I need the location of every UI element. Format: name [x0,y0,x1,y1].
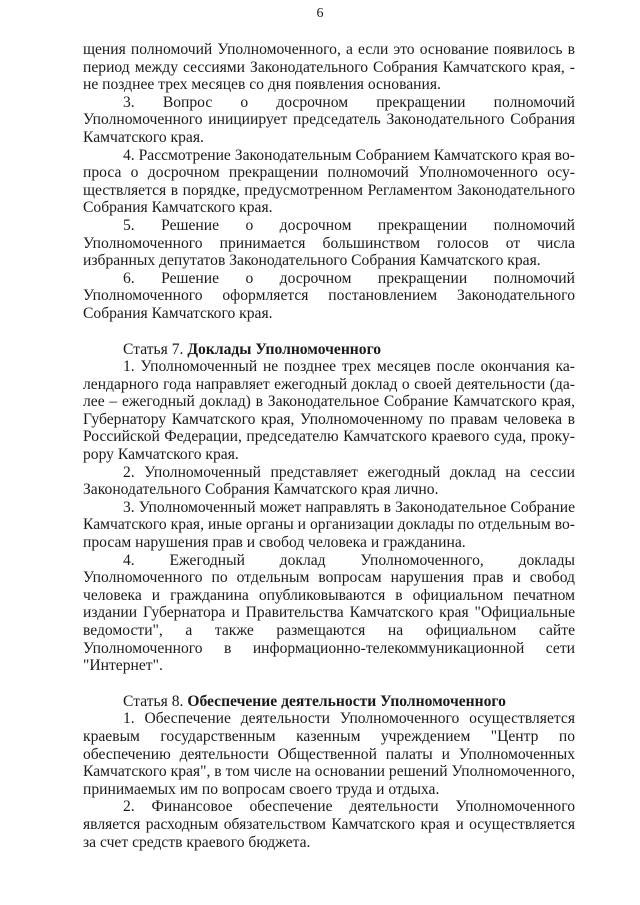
paragraph-6-5: 5. Решение о досрочном прекращении полномочий Уполномоченного принимается большинством голосов от числа избранных депутатов Законодательного Собрания Камчатского края. [83,216,575,270]
page-number: 6 [316,6,324,21]
paragraph-7-3: 3. Уполномоченный может направлять в Законодательное Собрание Камчатского края, иные органы и организации доклады по отдельным вопросам нарушения прав и свобод человека и гражданина. [83,498,575,552]
paragraph-continuation: щения полномочий Уполномоченного, а если это основание появилось в период между сессиями Законодательного Собрания Камчатского края, - не позднее трех месяцев со дня появления основания. [83,41,575,94]
article-7-title: Доклады Уполномоченного [187,340,382,358]
article-8-title: Обеспечение деятельности Уполномоченного [187,692,506,710]
paragraph-8-1: 1. Обеспечение деятельности Уполномоченного осуществляется краевым государственным казенным учреждением "Центр по обеспечению деятельности Общественной палаты и Уполномоченных Камчатского края", в том числе на основании решений Уполномоченного, принимаемых им по вопросам своего труда и отдыха. [83,710,575,798]
paragraph-6-6: 6. Решение о досрочном прекращении полномочий Уполномоченного оформляется постановлением Законодательного Собрания Камчатского края. [83,269,575,322]
paragraph-6-4: 4. Рассмотрение Законодательным Собранием Камчатского края вопроса о досрочном прекращении полномочий Уполномоченного осуществляется в порядке, предусмотренном Регламентом Законодательного Собрания Камчатского края. [83,146,575,217]
article-7-label: Статья 7. [123,340,188,358]
article-8-heading [83,693,575,711]
article-7-heading [83,341,575,359]
paragraph-7-2: 2. Уполномоченный представляет ежегодный доклад на сессии Законодательного Собрания Камчатского края лично. [83,463,575,499]
paragraph-7-1: 1. Уполномоченный не позднее трех месяцев после окончания календарного года направляет ежегодный доклад о своей деятельности (далее – ежегодный доклад) в Законодательное Собрание Камчатского края, Губернатору Камчатского края, Уполномоченному по правам человека в Российской Федерации, председателю Камчатского краевого суда, прокурору Камчатского края. [83,358,575,464]
article-8-label: Статья 8. [123,692,188,710]
document-body [83,41,575,851]
paragraph-6-3: 3. Вопрос о досрочном прекращении полномочий Уполномоченного инициирует председатель Законодательного Собрания Камчатского края. [83,93,575,146]
paragraph-7-4: 4. Ежегодный доклад Уполномоченного, доклады Уполномоченного по отдельным вопросам нарушения прав и свобод человека и гражданина опубликовываются в официальном печатном издании Губернатора и Правительства Камчатского края "Официальные ведомости", а также размещаются на официальном сайте Уполномоченного в информационно-телекоммуникационной сети "Интернет". [83,551,575,675]
paragraph-8-2: 2. Финансовое обеспечение деятельности Уполномоченного является расходным обязательством Камчатского края и осуществляется за счет средств краевого бюджета. [83,798,575,851]
